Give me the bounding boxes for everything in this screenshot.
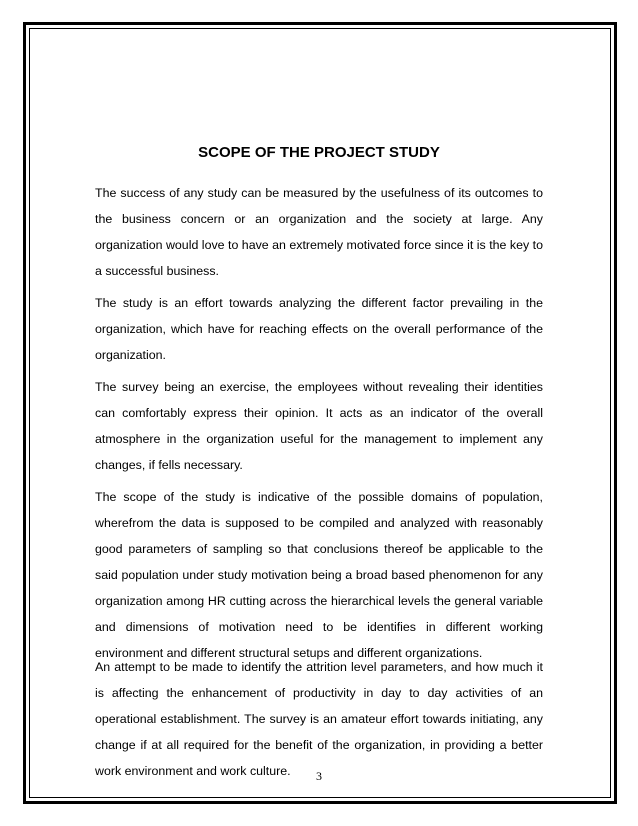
paragraph-1: The success of any study can be measured by the usefulness of its outcomes to the business concern or an organization and the society at large. Any organization would love to have an extremely motivated force since it is the key to a successful business. — [95, 186, 543, 278]
paragraph-3: The survey being an exercise, the employees without revealing their identities can comfortably express their opinion. It acts as an indicator of the overall atmosphere in the organization useful for the management to implement any changes, if fells necessary. — [95, 380, 543, 472]
paragraph-2: The study is an effort towards analyzing the different factor prevailing in the organization, which have for reaching effects on the overall performance of the organization. — [95, 296, 543, 362]
paragraph-5: An attempt to be made to identify the attrition level parameters, and how much it is affecting the enhancement of productivity in day to day activities of an operational establishment. The survey is an amateur effort towards initiating, any change if at all required for the benefit of the organization, in providing a better work environment and work culture. — [95, 660, 543, 778]
page-number: 3 — [316, 769, 322, 783]
paragraph-4: The scope of the study is indicative of the possible domains of population, wherefrom the data is supposed to be compiled and analyzed with reasonably good parameters of sampling so that conclusions thereof be applicable to the said population under study motivation being a broad based phenomenon for any organization among HR cutting across the hierarchical levels the general variable and dimensions of motivation need to be identifies in different working environment and different structural setups and different organizations. — [95, 490, 543, 660]
page-title: SCOPE OF THE PROJECT STUDY — [198, 144, 440, 161]
